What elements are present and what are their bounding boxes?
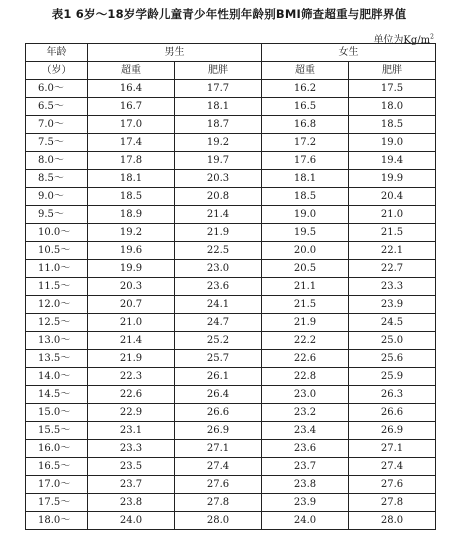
male-obese-cell: 18.1 — [175, 98, 262, 116]
female-obese-cell: 18.5 — [349, 116, 436, 134]
male-overweight-cell: 20.7 — [88, 296, 175, 314]
male-overweight-cell: 19.2 — [88, 224, 175, 242]
female-obese-cell: 25.6 — [349, 350, 436, 368]
table-row — [26, 512, 436, 530]
male-overweight-cell: 23.8 — [88, 494, 175, 512]
age-cell: 15.0～ — [26, 404, 88, 422]
female-obese-cell: 19.0 — [349, 134, 436, 152]
female-obese-cell: 27.6 — [349, 476, 436, 494]
female-overweight-cell: 20.0 — [262, 242, 349, 260]
female-overweight-cell: 20.5 — [262, 260, 349, 278]
male-obese-cell: 19.2 — [175, 134, 262, 152]
table-row — [26, 458, 436, 476]
male-obese-cell: 24.7 — [175, 314, 262, 332]
table-row — [26, 242, 436, 260]
female-obese-cell: 27.1 — [349, 440, 436, 458]
male-obese-cell: 26.1 — [175, 368, 262, 386]
female-obese-cell: 23.9 — [349, 296, 436, 314]
female-overweight-cell: 24.0 — [262, 512, 349, 530]
female-obese-cell: 27.8 — [349, 494, 436, 512]
female-obese-cell: 24.5 — [349, 314, 436, 332]
male-overweight-cell: 21.9 — [88, 350, 175, 368]
female-obese-header: 肥胖 — [349, 62, 436, 80]
age-cell: 8.0～ — [26, 152, 88, 170]
male-overweight-cell: 17.4 — [88, 134, 175, 152]
male-obese-cell: 25.7 — [175, 350, 262, 368]
male-obese-cell: 17.7 — [175, 80, 262, 98]
male-overweight-cell: 23.5 — [88, 458, 175, 476]
male-overweight-cell: 22.6 — [88, 386, 175, 404]
male-overweight-cell: 19.6 — [88, 242, 175, 260]
female-obese-cell: 23.3 — [349, 278, 436, 296]
female-obese-cell: 19.4 — [349, 152, 436, 170]
female-obese-cell: 21.5 — [349, 224, 436, 242]
male-obese-cell: 25.2 — [175, 332, 262, 350]
male-overweight-cell: 21.4 — [88, 332, 175, 350]
age-cell: 18.0～ — [26, 512, 88, 530]
age-cell: 6.0～ — [26, 80, 88, 98]
female-obese-cell: 26.6 — [349, 404, 436, 422]
male-obese-cell: 19.7 — [175, 152, 262, 170]
age-cell: 9.5～ — [26, 206, 88, 224]
female-overweight-cell: 22.8 — [262, 368, 349, 386]
age-unit-header: （岁） — [26, 62, 88, 80]
age-cell: 11.0～ — [26, 260, 88, 278]
table-row — [26, 440, 436, 458]
male-obese-cell: 22.5 — [175, 242, 262, 260]
male-obese-cell: 23.0 — [175, 260, 262, 278]
male-overweight-cell: 18.5 — [88, 188, 175, 206]
female-overweight-cell: 23.6 — [262, 440, 349, 458]
table-title: 表1 6岁～18岁学龄儿童青少年性别年龄别BMI筛查超重与肥胖界值 — [51, 7, 407, 21]
female-overweight-cell: 23.7 — [262, 458, 349, 476]
male-overweight-cell: 20.3 — [88, 278, 175, 296]
table-row — [26, 368, 436, 386]
table-row — [26, 134, 436, 152]
table-row — [26, 206, 436, 224]
female-obese-cell: 22.7 — [349, 260, 436, 278]
male-obese-cell: 26.9 — [175, 422, 262, 440]
male-obese-cell: 23.6 — [175, 278, 262, 296]
female-overweight-cell: 23.0 — [262, 386, 349, 404]
age-cell: 17.0～ — [26, 476, 88, 494]
male-obese-cell: 21.9 — [175, 224, 262, 242]
female-overweight-cell: 21.9 — [262, 314, 349, 332]
male-obese-cell: 20.3 — [175, 170, 262, 188]
female-obese-cell: 26.9 — [349, 422, 436, 440]
age-cell: 8.5～ — [26, 170, 88, 188]
male-obese-cell: 26.4 — [175, 386, 262, 404]
female-obese-cell: 22.1 — [349, 242, 436, 260]
female-overweight-cell: 18.1 — [262, 170, 349, 188]
table-row — [26, 332, 436, 350]
age-cell: 13.0～ — [26, 332, 88, 350]
male-obese-cell: 27.6 — [175, 476, 262, 494]
male-overweight-cell: 23.3 — [88, 440, 175, 458]
age-cell: 7.0～ — [26, 116, 88, 134]
female-overweight-cell: 22.2 — [262, 332, 349, 350]
male-header: 男生 — [88, 44, 262, 62]
table-row — [26, 80, 436, 98]
male-overweight-cell: 22.9 — [88, 404, 175, 422]
table-row — [26, 386, 436, 404]
female-obese-cell: 28.0 — [349, 512, 436, 530]
female-obese-cell: 19.9 — [349, 170, 436, 188]
age-cell: 14.0～ — [26, 368, 88, 386]
female-overweight-cell: 17.2 — [262, 134, 349, 152]
female-overweight-cell: 21.5 — [262, 296, 349, 314]
bmi-cutoff-table — [25, 43, 436, 530]
female-overweight-cell: 23.2 — [262, 404, 349, 422]
table-row — [26, 422, 436, 440]
age-cell: 9.0～ — [26, 188, 88, 206]
female-overweight-cell: 16.8 — [262, 116, 349, 134]
male-overweight-cell: 24.0 — [88, 512, 175, 530]
age-cell: 13.5～ — [26, 350, 88, 368]
male-obese-cell: 27.1 — [175, 440, 262, 458]
age-cell: 6.5～ — [26, 98, 88, 116]
age-cell: 12.5～ — [26, 314, 88, 332]
age-cell: 17.5～ — [26, 494, 88, 512]
female-obese-cell: 17.5 — [349, 80, 436, 98]
female-obese-cell: 26.3 — [349, 386, 436, 404]
female-obese-cell: 27.4 — [349, 458, 436, 476]
header-row-1 — [26, 44, 436, 62]
male-overweight-cell: 23.7 — [88, 476, 175, 494]
table-row — [26, 224, 436, 242]
male-overweight-cell: 21.0 — [88, 314, 175, 332]
male-obese-cell: 18.7 — [175, 116, 262, 134]
table-row — [26, 404, 436, 422]
male-obese-cell: 24.1 — [175, 296, 262, 314]
table-body — [26, 80, 436, 530]
female-overweight-cell: 16.2 — [262, 80, 349, 98]
male-obese-header: 肥胖 — [175, 62, 262, 80]
male-obese-cell: 26.6 — [175, 404, 262, 422]
table-row — [26, 98, 436, 116]
male-obese-cell: 27.8 — [175, 494, 262, 512]
male-overweight-cell: 19.9 — [88, 260, 175, 278]
male-overweight-cell: 16.4 — [88, 80, 175, 98]
male-overweight-cell: 17.8 — [88, 152, 175, 170]
female-overweight-cell: 21.1 — [262, 278, 349, 296]
age-header: 年龄 — [26, 44, 88, 62]
age-cell: 14.5～ — [26, 386, 88, 404]
table-row — [26, 350, 436, 368]
table-row — [26, 476, 436, 494]
age-cell: 12.0～ — [26, 296, 88, 314]
table-row — [26, 170, 436, 188]
female-overweight-cell: 23.4 — [262, 422, 349, 440]
age-cell: 10.0～ — [26, 224, 88, 242]
male-overweight-cell: 18.9 — [88, 206, 175, 224]
female-overweight-cell: 16.5 — [262, 98, 349, 116]
male-obese-cell: 28.0 — [175, 512, 262, 530]
age-cell: 16.5～ — [26, 458, 88, 476]
table-row — [26, 260, 436, 278]
female-obese-cell: 18.0 — [349, 98, 436, 116]
female-obese-cell: 25.9 — [349, 368, 436, 386]
female-overweight-cell: 23.9 — [262, 494, 349, 512]
male-overweight-cell: 22.3 — [88, 368, 175, 386]
male-overweight-cell: 18.1 — [88, 170, 175, 188]
male-overweight-cell: 17.0 — [88, 116, 175, 134]
female-overweight-cell: 22.6 — [262, 350, 349, 368]
table-row — [26, 296, 436, 314]
unit-superscript: 2 — [430, 33, 434, 41]
female-overweight-cell: 19.5 — [262, 224, 349, 242]
female-obese-cell: 21.0 — [349, 206, 436, 224]
age-cell: 10.5～ — [26, 242, 88, 260]
female-overweight-header: 超重 — [262, 62, 349, 80]
table-row — [26, 152, 436, 170]
female-overweight-cell: 18.5 — [262, 188, 349, 206]
female-overweight-cell: 17.6 — [262, 152, 349, 170]
table-row — [26, 314, 436, 332]
male-obese-cell: 20.8 — [175, 188, 262, 206]
male-obese-cell: 27.4 — [175, 458, 262, 476]
table-row — [26, 188, 436, 206]
female-header: 女生 — [262, 44, 436, 62]
male-overweight-cell: 23.1 — [88, 422, 175, 440]
age-cell: 15.5～ — [26, 422, 88, 440]
female-obese-cell: 20.4 — [349, 188, 436, 206]
female-obese-cell: 25.0 — [349, 332, 436, 350]
age-cell: 11.5～ — [26, 278, 88, 296]
male-overweight-cell: 16.7 — [88, 98, 175, 116]
female-overweight-cell: 23.8 — [262, 476, 349, 494]
female-overweight-cell: 19.0 — [262, 206, 349, 224]
age-cell: 7.5～ — [26, 134, 88, 152]
male-overweight-header: 超重 — [88, 62, 175, 80]
unit-text: 单位为Kg/m — [373, 35, 431, 46]
table-row — [26, 278, 436, 296]
table-row — [26, 116, 436, 134]
header-row-2 — [26, 62, 436, 80]
table-row — [26, 494, 436, 512]
male-obese-cell: 21.4 — [175, 206, 262, 224]
age-cell: 16.0～ — [26, 440, 88, 458]
